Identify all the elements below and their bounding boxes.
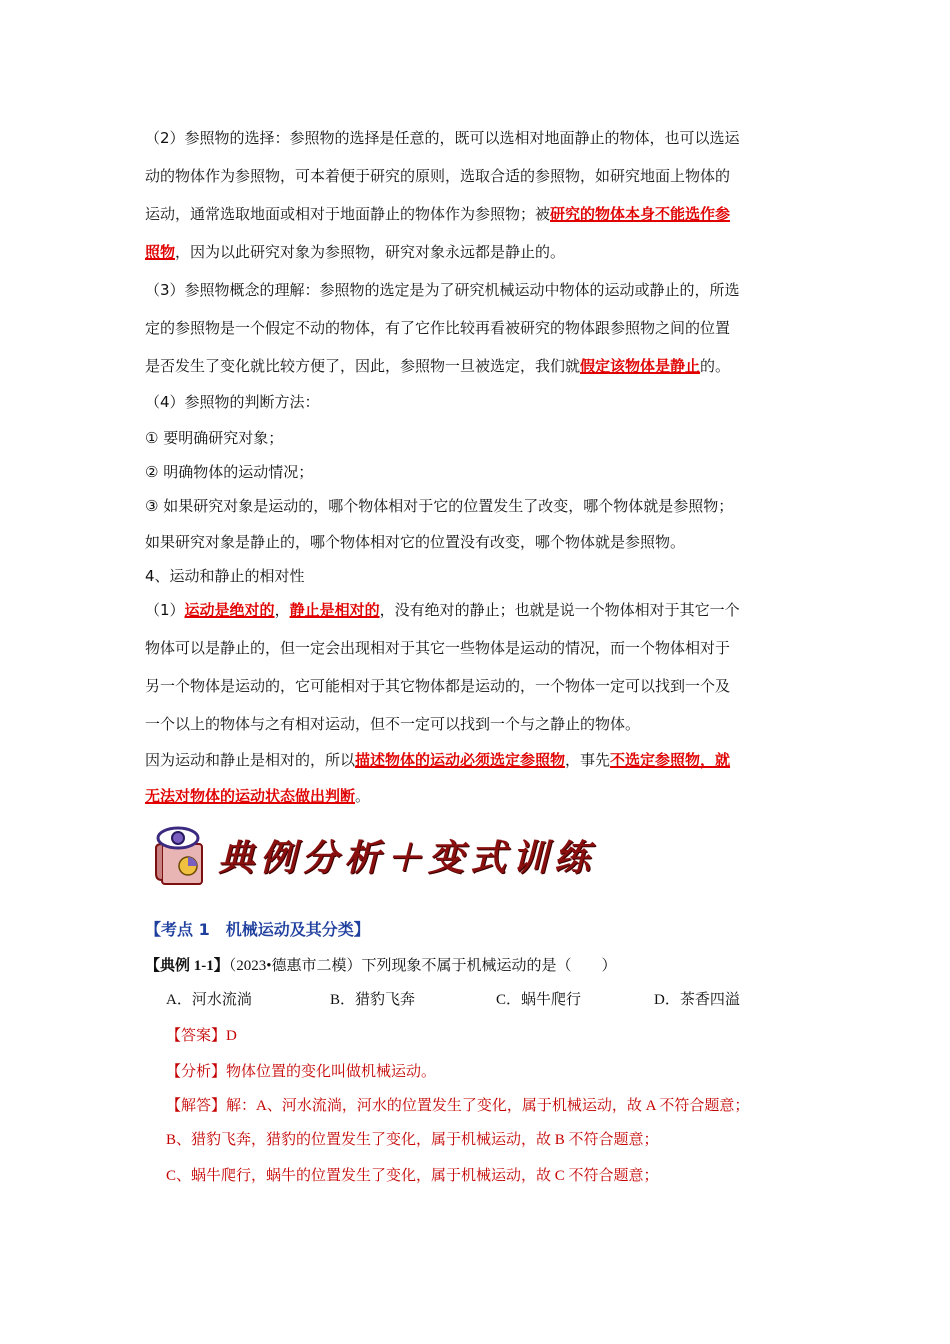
p2-emphasis-2: 照物 — [145, 243, 176, 261]
p4-step-3: ③ 如果研究对象是运动的，哪个物体相对于它的位置发生了改变，哪个物体就是参照物； — [145, 497, 734, 515]
p2-line-4-text: ，因为以此研究对象为参照物，研究对象永远都是静止的。 — [175, 243, 566, 261]
solution-text-1: 解：A、河水流淌，河水的位置发生了变化，属于机械运动，故 A 不符合题意； — [226, 1098, 750, 1114]
sec4-line-2: 物体可以是静止的，但一定会出现相对于其它一些物体是运动的情况，而一个物体相对于 — [145, 639, 731, 657]
solution-tag: 【解答】 — [166, 1098, 227, 1114]
sec4-l5-text: 因为运动和静止是相对的，所以 — [145, 751, 356, 769]
kaodian-title: 【考点 1 机械运动及其分类】 — [145, 920, 370, 939]
sec4-l1-comma: ， — [274, 601, 290, 619]
answer-line — [166, 1026, 237, 1046]
sec4-title: 4、运动和静止的相对性 — [145, 567, 305, 585]
analysis-line — [166, 1062, 436, 1082]
solution-line-1 — [166, 1096, 749, 1116]
example-tag: 【典例 1-1】 — [145, 958, 229, 974]
solution-line-3: C、蜗牛爬行，蜗牛的位置发生了变化，属于机械运动，故 C 不符合题意； — [166, 1168, 659, 1184]
sec4-emphasis-4: 不选定参照物，就 — [610, 751, 731, 769]
option-b: B．猎豹飞奔 — [330, 992, 416, 1008]
sec4-line-6 — [145, 786, 370, 806]
sec4-l1-text: ，没有绝对的静止；也就是说一个物体相对于其它一个 — [379, 601, 740, 619]
p2-line-3 — [145, 204, 730, 224]
p4-step-1: ① 要明确研究对象； — [145, 429, 284, 447]
p2-line-1: （2）参照物的选择：参照物的选择是任意的，既可以选相对地面静止的物体，也可以选运 — [145, 129, 740, 147]
p2-line-2: 动的物体作为参照物，可本着便于研究的原则，选取合适的参照物，如研究地面上物体的 — [145, 167, 731, 185]
p2-line-4 — [145, 242, 565, 262]
sec4-line-4: 一个以上的物体与之有相对运动，但不一定可以找到一个与之静止的物体。 — [145, 715, 641, 733]
p3-line-3 — [145, 356, 730, 376]
analysis-tag: 【分析】 — [166, 1064, 227, 1080]
solution-line-2: B、猎豹飞奔，猎豹的位置发生了变化，属于机械运动，故 B 不符合题意； — [166, 1132, 659, 1148]
p3-line-2: 定的参照物是一个假定不动的物体，有了它作比较再看被研究的物体跟参照物之间的位置 — [145, 319, 731, 337]
p2-emphasis-1: 研究的物体本身不能选作参 — [550, 205, 731, 223]
sec4-l5-mid: ，事先 — [565, 751, 611, 769]
sec4-l1-prefix: （1） — [145, 601, 185, 619]
p3-line-3-end: 的。 — [700, 357, 731, 375]
answer-tag: 【答案】 — [166, 1028, 227, 1044]
section-banner — [150, 822, 597, 888]
sec4-emphasis-1: 运动是绝对的 — [184, 601, 275, 619]
sec4-line-3: 另一个物体是运动的，它可能相对于其它物体都是运动的，一个物体一定可以找到一个及 — [145, 677, 731, 695]
analysis-text: 物体位置的变化叫做机械运动。 — [226, 1064, 437, 1080]
example-source: （2023•德惠市二模）下列现象不属于机械运动的是（ ） — [228, 958, 617, 974]
answer-value: D — [226, 1028, 237, 1044]
sec4-line-5 — [145, 750, 730, 770]
scroll-eye-icon — [150, 822, 216, 888]
p3-line-3-text: 是否发生了变化就比较方便了，因此，参照物一旦被选定，我们就 — [145, 357, 581, 375]
sec4-emphasis-2: 静止是相对的 — [289, 601, 380, 619]
option-d: D．茶香四溢 — [654, 992, 740, 1008]
p4-title: （4）参照物的判断方法： — [145, 393, 320, 411]
example-question — [145, 956, 617, 976]
p2-line-3-text: 运动，通常选取地面或相对于地面静止的物体作为参照物；被 — [145, 205, 551, 223]
p3-emphasis: 假定该物体是静止 — [580, 357, 701, 375]
sec4-emphasis-3: 描述物体的运动必须选定参照物 — [355, 751, 566, 769]
option-a: A．河水流淌 — [166, 992, 252, 1008]
p4-step-3-cont: 如果研究对象是静止的，哪个物体相对它的位置没有改变，哪个物体就是参照物。 — [145, 533, 686, 551]
sec4-line-1 — [145, 600, 740, 620]
banner-title: 典例分析＋变式训练 — [218, 837, 597, 879]
p3-line-1: （3）参照物概念的理解：参照物的选定是为了研究机械运动中物体的运动或静止的，所选 — [145, 281, 740, 299]
sec4-emphasis-5: 无法对物体的运动状态做出判断 — [145, 787, 356, 805]
p4-step-2: ② 明确物体的运动情况； — [145, 463, 314, 481]
option-c: C．蜗牛爬行 — [496, 992, 582, 1008]
sec4-l6-end: 。 — [355, 787, 371, 805]
